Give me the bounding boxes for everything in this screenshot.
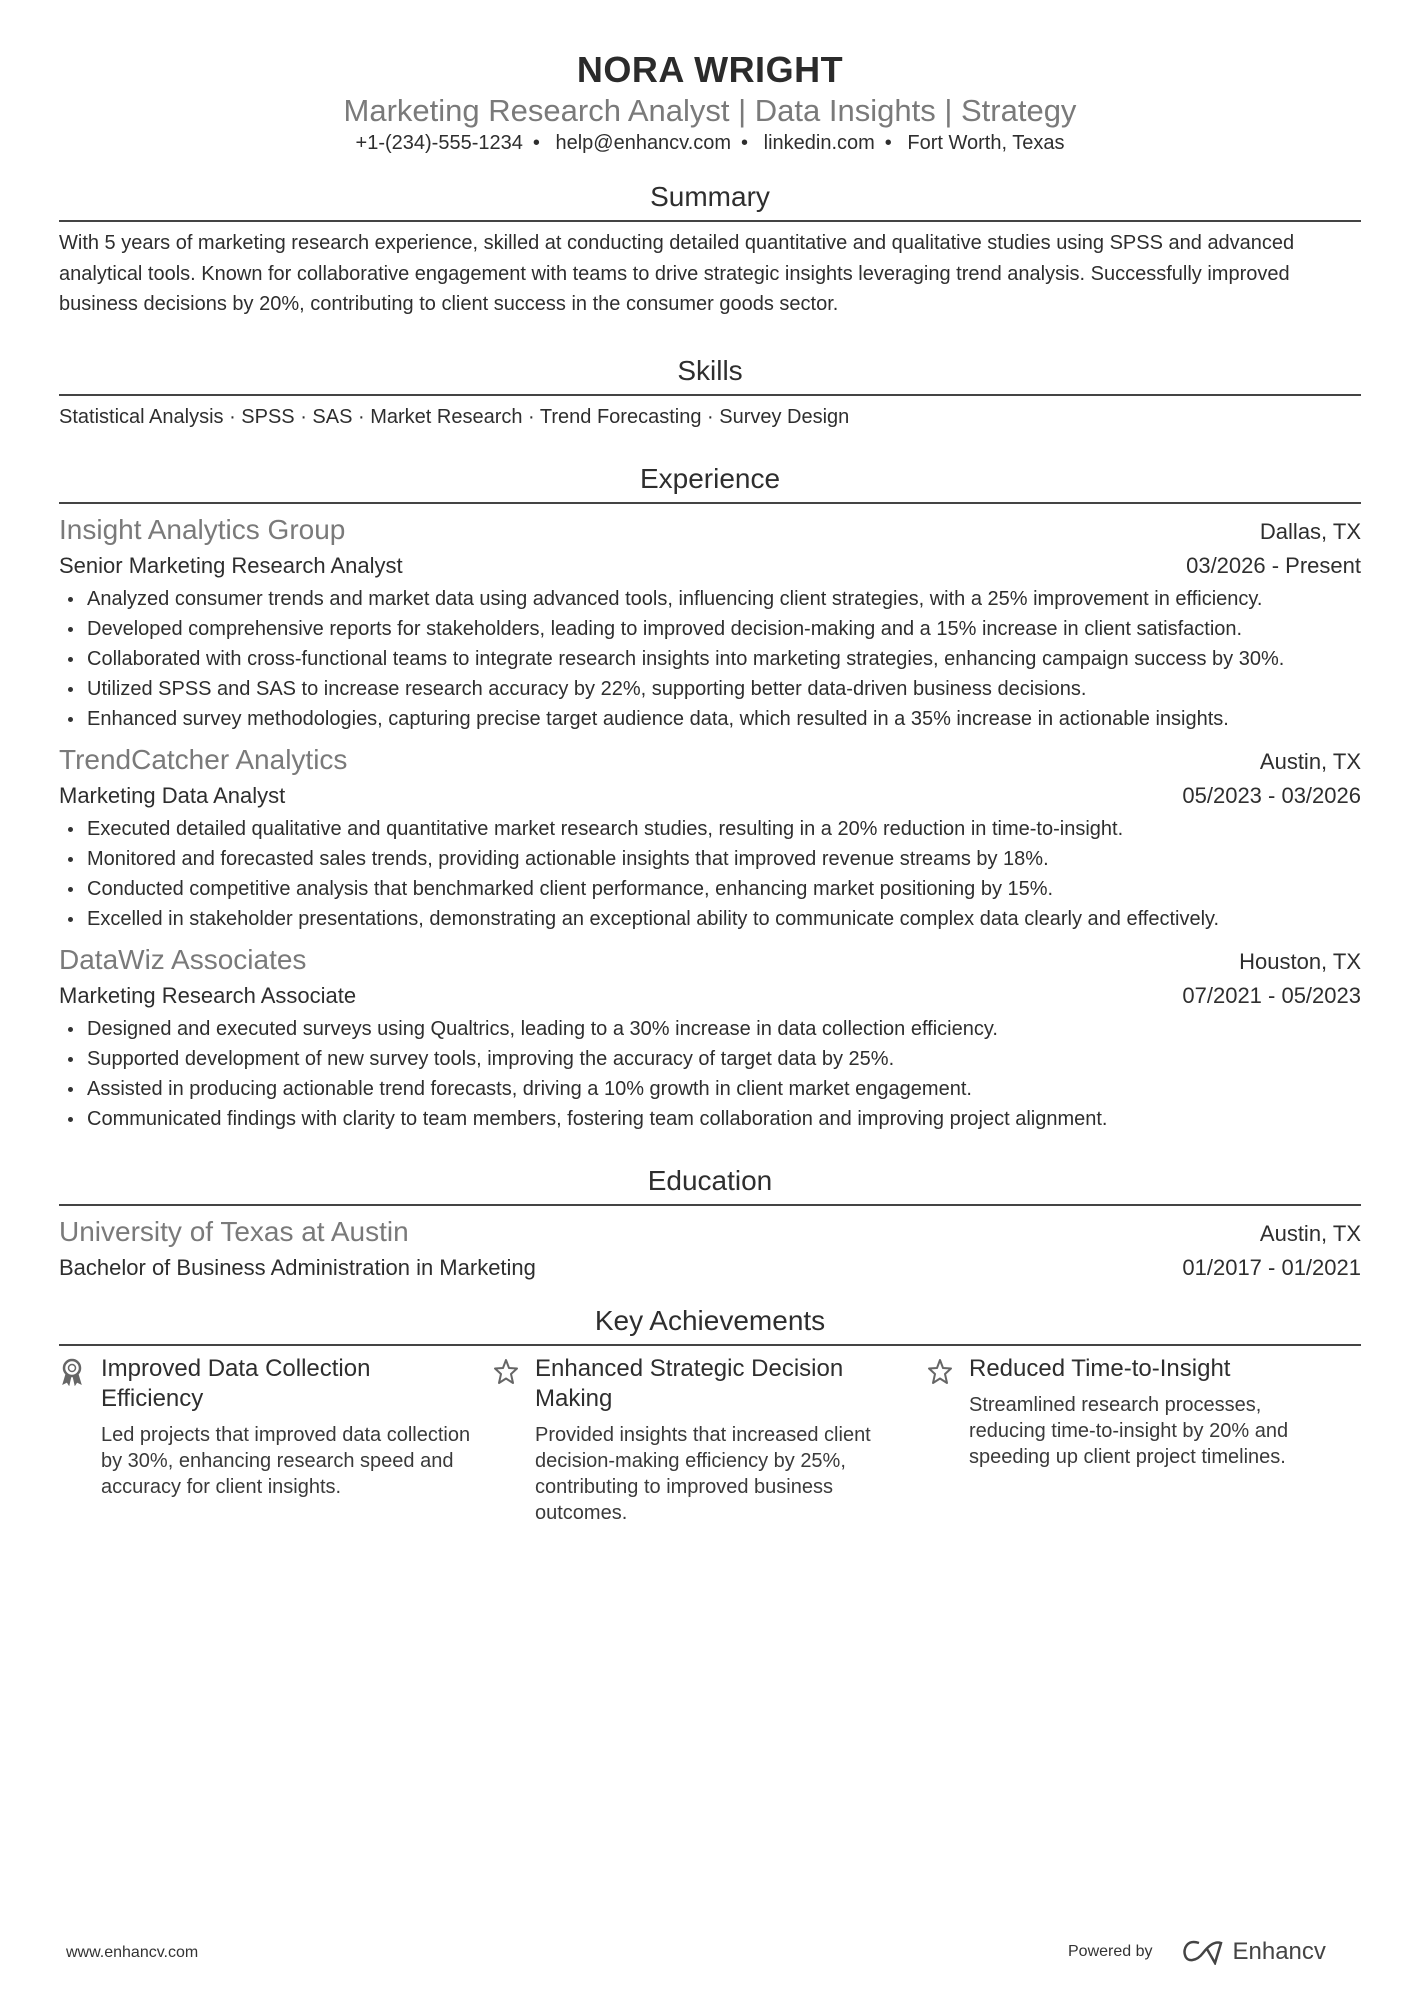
contact-info: +1-(234)-555-1234 • help@enhancv.com • linkedin.com • Fort Worth, Texas xyxy=(355,132,1065,154)
degree: Bachelor of Business Administration in Marketing xyxy=(59,1255,536,1280)
bullet-item: Designed and executed surveys using Qualtrics, leading to a 30% increase in data collection efficiency. xyxy=(59,1014,1361,1044)
bullet-list xyxy=(59,584,1361,734)
job-dates: 07/2021 - 05/2023 xyxy=(1182,983,1361,1008)
bullet-item: Excelled in stakeholder presentations, demonstrating an exceptional ability to communicate complex data clearly and effectively. xyxy=(59,904,1361,934)
bullet-item: Executed detailed qualitative and quantitative market research studies, resulting in a 20% reduction in time-to-insight. xyxy=(59,814,1361,844)
summary-heading: Summary xyxy=(59,180,1361,222)
bullet-list xyxy=(59,1014,1361,1134)
bullet-item: Conducted competitive analysis that benchmarked client performance, enhancing market positioning by 15%. xyxy=(59,874,1361,904)
experience-list xyxy=(59,512,1361,1134)
education-dates: 01/2017 - 01/2021 xyxy=(1182,1255,1361,1280)
achievement-title: Enhanced Strategic Decision Making xyxy=(535,1355,844,1412)
company-name: Insight Analytics Group xyxy=(59,514,346,545)
achievement-item xyxy=(493,1354,927,1526)
education-heading: Education xyxy=(59,1164,1361,1206)
job-dates: 03/2026 - Present xyxy=(1186,553,1361,578)
skills-heading: Skills xyxy=(59,354,1361,396)
powered-by-label: Powered by xyxy=(1068,1943,1153,1960)
education-entry xyxy=(59,1214,1361,1284)
bullet-item: Utilized SPSS and SAS to increase research accuracy by 22%, supporting better data-driven business decisions. xyxy=(59,674,1361,704)
linkedin[interactable]: linkedin.com xyxy=(763,132,875,154)
achievement-description: Led projects that improved data collection by 30%, enhancing research speed and accuracy for client insights. xyxy=(101,1424,471,1498)
brand-name: Enhancv xyxy=(1232,1938,1326,1965)
email[interactable]: help@enhancv.com xyxy=(555,132,732,154)
award-icon xyxy=(59,1354,101,1526)
bullet-item: Supported development of new survey tools, improving the accuracy of target data by 25%. xyxy=(59,1044,1361,1074)
education-location: Austin, TX xyxy=(1259,1221,1361,1246)
achievement-description: Streamlined research processes, reducing time-to-insight by 20% and speeding up client project timelines. xyxy=(969,1394,1289,1468)
achievements-list xyxy=(59,1354,1361,1526)
achievement-description: Provided insights that increased client decision-making efficiency by 25%, contributing to improved business outcomes. xyxy=(535,1424,871,1524)
summary-text: With 5 years of marketing research experience, skilled at conducting detailed quantitative and qualitative studies using SPSS and advanced analytical tools. Known for collaborative engagement with teams to drive strategic insights leveraging trend analysis. Successfully improved business decisions by 20%, contributing to client success in the consumer goods sector. xyxy=(59,232,1295,315)
bullet-item: Collaborated with cross-functional teams to integrate research insights into marketing strategies, enhancing campaign success by 30%. xyxy=(59,644,1361,674)
bullet-item: Developed comprehensive reports for stakeholders, leading to improved decision-making and a 15% increase in client satisfaction. xyxy=(59,614,1361,644)
bullet-item: Monitored and forecasted sales trends, providing actionable insights that improved revenue streams by 18%. xyxy=(59,844,1361,874)
star-icon xyxy=(493,1354,535,1526)
achievement-item xyxy=(59,1354,493,1526)
footer-branding xyxy=(1068,1938,1326,1966)
bullet-item: Assisted in producing actionable trend forecasts, driving a 10% growth in client market engagement. xyxy=(59,1074,1361,1104)
skills-list: Statistical Analysis · SPSS · SAS · Market Research · Trend Forecasting · Survey Design xyxy=(59,405,850,428)
bullet-item: Communicated findings with clarity to team members, fostering team collaboration and improving project alignment. xyxy=(59,1104,1361,1134)
job-title: Marketing Data Analyst xyxy=(59,783,286,808)
bullet-list xyxy=(59,814,1361,934)
resume-page xyxy=(59,48,1361,1526)
school: University of Texas at Austin xyxy=(59,1216,409,1247)
location: Fort Worth, Texas xyxy=(907,132,1065,154)
candidate-name: NORA WRIGHT xyxy=(576,49,844,90)
experience-entry xyxy=(59,942,1361,1134)
job-location: Houston, TX xyxy=(1239,949,1361,974)
achievement-item xyxy=(927,1354,1361,1526)
experience-heading: Experience xyxy=(59,462,1361,504)
achievement-title: Reduced Time-to-Insight xyxy=(969,1355,1231,1382)
achievement-title: Improved Data Collection Efficiency xyxy=(101,1355,371,1412)
star-icon xyxy=(927,1354,969,1526)
headline: Marketing Research Analyst | Data Insights | Strategy xyxy=(343,93,1077,128)
experience-entry xyxy=(59,742,1361,934)
job-location: Austin, TX xyxy=(1259,749,1361,774)
bullet-item: Enhanced survey methodologies, capturing precise target audience data, which resulted in a 35% increase in actionable insights. xyxy=(59,704,1361,734)
job-dates: 05/2023 - 03/2026 xyxy=(1182,783,1361,808)
phone: +1-(234)-555-1234 xyxy=(355,132,523,154)
achievements-heading: Key Achievements xyxy=(59,1304,1361,1346)
experience-entry xyxy=(59,512,1361,734)
enhancv-logo-icon xyxy=(1181,1939,1225,1965)
job-title: Marketing Research Associate xyxy=(59,983,357,1008)
job-location: Dallas, TX xyxy=(1259,519,1361,544)
bullet-item: Analyzed consumer trends and market data using advanced tools, influencing client strategies, with a 25% improvement in efficiency. xyxy=(59,584,1361,614)
company-name: TrendCatcher Analytics xyxy=(59,744,348,775)
footer-website[interactable]: www.enhancv.com xyxy=(66,1944,199,1961)
company-name: DataWiz Associates xyxy=(59,944,307,975)
job-title: Senior Marketing Research Analyst xyxy=(59,553,403,578)
